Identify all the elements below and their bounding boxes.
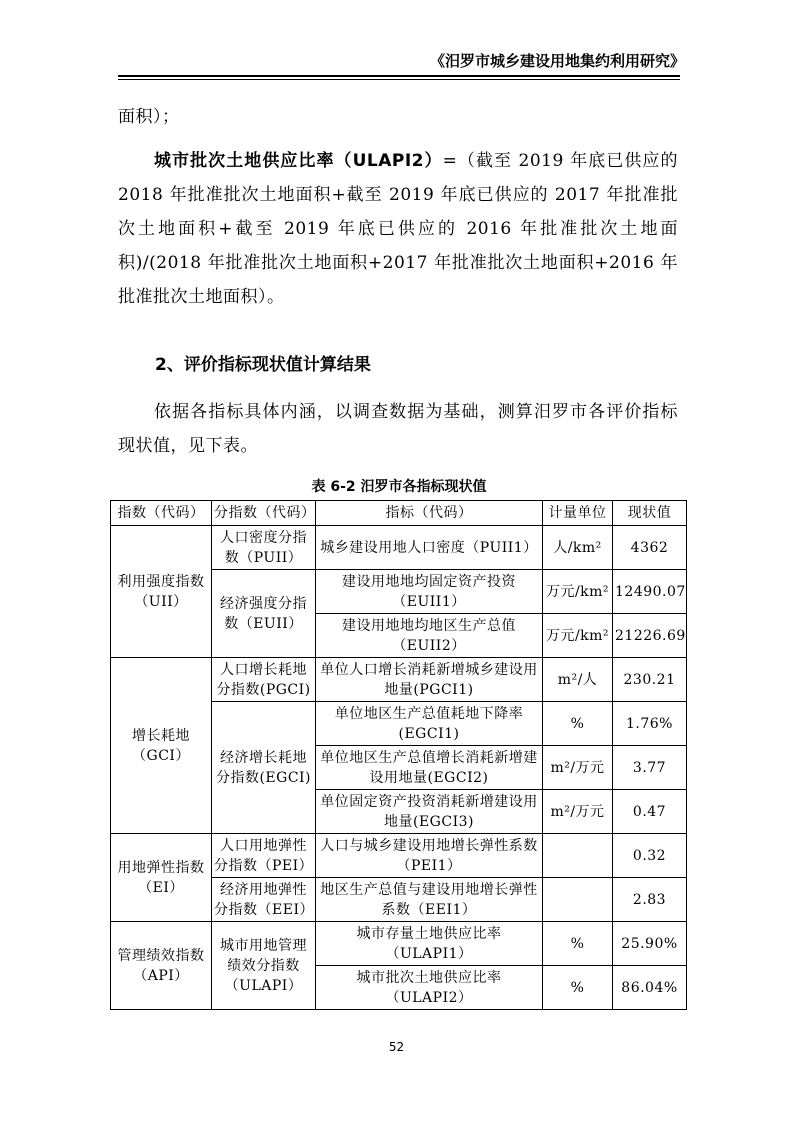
table-caption: 表 6-2 汨罗市各指标现状值 [311, 479, 487, 495]
header-cell: 计量单位 [543, 501, 613, 526]
section-heading: 2、评价指标现状值计算结果 [155, 355, 371, 375]
group-cell: 利用强度指数（UII） [111, 526, 212, 658]
value-cell: 3.77 [613, 746, 687, 790]
page-number: 52 [388, 1040, 405, 1054]
table-header-row [111, 501, 687, 526]
unit-cell: 人/km² [543, 526, 613, 570]
unit-cell: % [543, 922, 613, 966]
indicator-cell: 建设用地地均固定资产投资（EUII1） [316, 570, 543, 614]
indicator-cell: 城乡建设用地人口密度（PUII1） [316, 526, 543, 570]
indicator-cell: 城市存量土地供应比率（ULAPI1） [316, 922, 543, 966]
paragraph-intro: 依据各指标具体内涵，以调查数据为基础，测算汨罗市各评价指标现状值，见下表。 [118, 402, 678, 456]
unit-cell: % [543, 966, 613, 1010]
subgroup-cell: 城市用地管理绩效分指数（ULAPI） [212, 922, 316, 1010]
header-rule-thin [118, 79, 680, 80]
indicator-cell: 单位地区生产总值耗地下降率(EGCI1) [316, 702, 543, 746]
indicator-cell: 单位固定资产投资消耗新增建设用地量(EGCI3) [316, 790, 543, 834]
value-cell: 25.90% [613, 922, 687, 966]
indicator-cell: 建设用地地均地区生产总值（EUII2） [316, 614, 543, 658]
running-header-title: 《汨罗市城乡建设用地集约利用研究》 [430, 52, 686, 70]
unit-cell: m²/人 [543, 658, 613, 702]
subgroup-cell: 经济增长耗地分指数(EGCI) [212, 702, 316, 834]
group-cell: 管理绩效指数（API） [111, 922, 212, 1010]
table-row [111, 922, 687, 966]
unit-cell: 万元/km² [543, 570, 613, 614]
unit-cell [543, 878, 613, 922]
subgroup-cell: 人口增长耗地分指数(PGCI) [212, 658, 316, 702]
value-cell: 86.04% [613, 966, 687, 1010]
value-cell: 0.47 [613, 790, 687, 834]
table-row [111, 658, 687, 702]
indicator-cell: 地区生产总值与建设用地增长弹性系数（EEI1） [316, 878, 543, 922]
subgroup-cell: 经济强度分指数（EUII） [212, 570, 316, 658]
unit-cell: 万元/km² [543, 614, 613, 658]
header-cell: 现状值 [613, 501, 687, 526]
unit-cell: m²/万元 [543, 790, 613, 834]
value-cell: 21226.69 [613, 614, 687, 658]
term-ulapi2: 城市批次土地供应比率（ULAPI2） [154, 151, 443, 171]
indicator-cell: 单位人口增长消耗新增城乡建设用地量(PGCI1) [316, 658, 543, 702]
indicator-cell: 城市批次土地供应比率（ULAPI2） [316, 966, 543, 1010]
header-cell: 分指数（代码） [212, 501, 316, 526]
value-cell: 4362 [613, 526, 687, 570]
unit-cell: % [543, 702, 613, 746]
subgroup-cell: 人口密度分指数（PUII） [212, 526, 316, 570]
group-cell: 增长耗地（GCI） [111, 658, 212, 834]
table-row [111, 834, 687, 878]
indicator-cell: 单位地区生产总值增长消耗新增建设用地量(EGCI2) [316, 746, 543, 790]
value-cell: 12490.07 [613, 570, 687, 614]
value-cell: 230.21 [613, 658, 687, 702]
header-cell: 指标（代码） [316, 501, 543, 526]
indicator-table [110, 500, 687, 1010]
value-cell: 2.83 [613, 878, 687, 922]
header-cell: 指数（代码） [111, 501, 212, 526]
unit-cell [543, 834, 613, 878]
unit-cell: m²/万元 [543, 746, 613, 790]
value-cell: 1.76% [613, 702, 687, 746]
table-row [111, 526, 687, 570]
indicator-cell: 人口与城乡建设用地增长弹性系数（PEI1） [316, 834, 543, 878]
paragraph-ulapi2-definition [118, 144, 678, 314]
header-rule-thick [118, 75, 680, 77]
value-cell: 0.32 [613, 834, 687, 878]
subgroup-cell: 经济用地弹性分指数（EEI） [212, 878, 316, 922]
formula-ulapi2: =（截至 2019 年底已供应的 2018 年批准批次土地面积+截至 2019 年底已供应的 2017 年批准批次土地面积+截至 2019 年底已供应的 2016 年批准批次土地面积)/(2018 年批准批次土地面积+2017 年批准批次土地面积+2016 年批准批次土地面积）。 [118, 151, 678, 307]
subgroup-cell: 人口用地弹性分指数（PEI） [212, 834, 316, 878]
group-cell: 用地弹性指数（EI） [111, 834, 212, 922]
paragraph-continuation: 面积）； [118, 107, 180, 127]
